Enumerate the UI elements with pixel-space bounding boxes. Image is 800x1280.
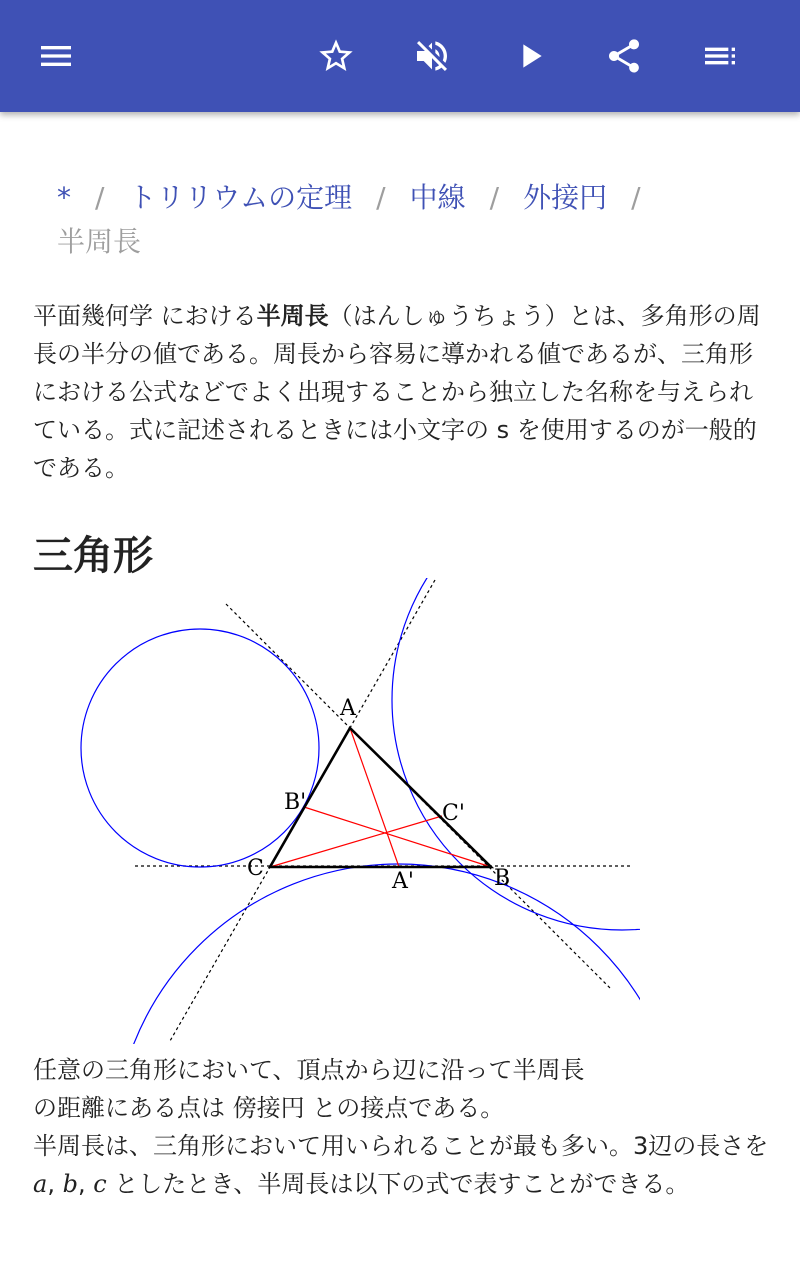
breadcrumb-current: 半周長 <box>57 225 142 258</box>
breadcrumb-separator: / <box>631 181 641 214</box>
comma: , <box>77 1170 94 1198</box>
var-b: b <box>62 1170 78 1198</box>
intro-paragraph <box>33 297 773 487</box>
comma: , <box>47 1170 63 1198</box>
intro-term: 半周長 <box>256 302 329 330</box>
excircle-a <box>114 864 640 1044</box>
body-paragraph-2 <box>33 1127 773 1203</box>
label-a: A <box>340 696 356 721</box>
excircle-c <box>392 578 640 930</box>
breadcrumb-separator: / <box>376 181 386 214</box>
label-c-prime: C' <box>442 801 465 826</box>
body-line-1: 任意の三角形において、頂点から辺に沿って半周長 <box>33 1056 585 1084</box>
body-line-2: の距離にある点は 傍接円 との接点である。 <box>33 1094 505 1122</box>
intro-text-2: （はんしゅうちょう）とは、多角形の周長の半分の値である。周長から容易に導かれる値であるが、三角形における公式などでよく出現することから独立した名称を与えられている。式に記述されるときには小文字の s を使用するのが一般的である。 <box>33 302 761 482</box>
body-text-pre: 半周長は、三角形において用いられることが最も多い。3辺の長さを <box>33 1132 769 1160</box>
cevian-a <box>350 728 399 867</box>
section-title: 三角形 <box>33 533 153 579</box>
var-c: c <box>93 1170 107 1198</box>
volume-off-icon[interactable] <box>406 30 458 82</box>
triangle-excircle-figure <box>70 578 640 1044</box>
var-a: a <box>33 1170 48 1198</box>
app-bar <box>0 0 800 112</box>
excircle-b <box>81 629 319 867</box>
breadcrumb-item-circumcircle[interactable]: 外接円 <box>523 181 608 214</box>
label-c: C <box>247 856 264 881</box>
body-text-post: としたとき、半周長は以下の式で表すことができる。 <box>106 1170 690 1198</box>
label-a-prime: A' <box>392 869 414 894</box>
share-icon[interactable] <box>598 30 650 82</box>
label-b: B <box>494 866 511 891</box>
list-icon[interactable] <box>694 30 746 82</box>
breadcrumb-separator: / <box>95 181 105 214</box>
breadcrumb <box>57 176 757 264</box>
intro-text-1: 平面幾何学 における <box>33 302 257 330</box>
breadcrumb-item-median[interactable]: 中線 <box>409 181 466 214</box>
breadcrumb-separator: / <box>489 181 500 214</box>
menu-icon[interactable] <box>30 30 82 82</box>
label-b-prime: B' <box>284 790 307 815</box>
breadcrumb-item-trillium[interactable]: トリリウムの定理 <box>128 181 353 214</box>
breadcrumb-item-root[interactable]: * <box>57 181 71 214</box>
play-icon[interactable] <box>504 30 556 82</box>
star-outline-icon[interactable] <box>310 30 362 82</box>
body-paragraph-1 <box>33 1051 773 1127</box>
